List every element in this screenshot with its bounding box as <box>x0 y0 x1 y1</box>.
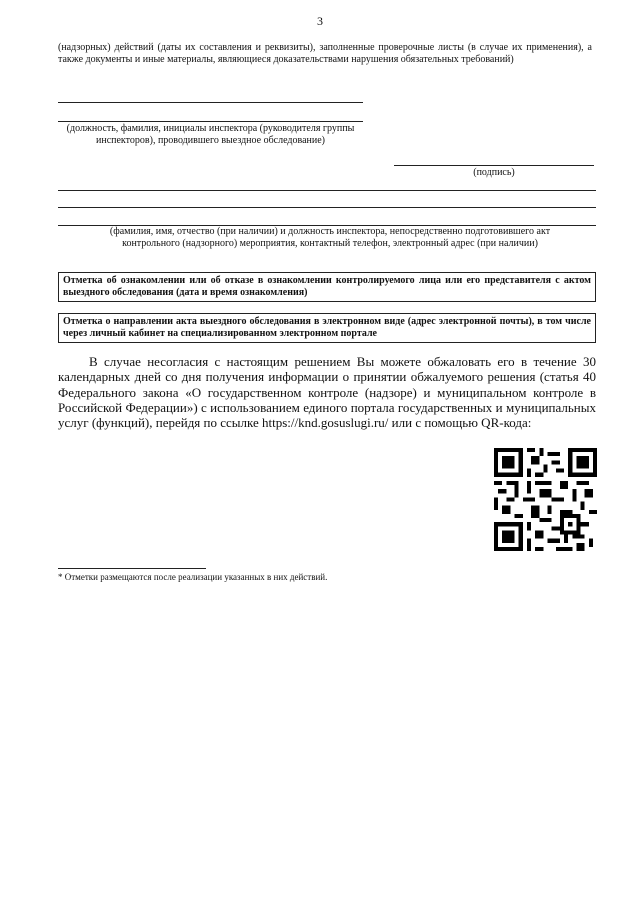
inspector-line-1 <box>58 102 363 103</box>
signature-caption: (подпись) <box>473 167 515 178</box>
footnote: * Отметки размещаются после реализации указанных в них действий. <box>58 572 328 582</box>
appeal-paragraph: В случае несогласия с настоящим решением Вы можете обжаловать его в течение 30 календарных дней со дня получения информации о принятии обжалуемого решения (статья 40 Федерального закона «О государственном контроле (надзоре) и муниципальном контроле в Российской Федерации») с использованием единого портала государственных и муниципальных услуг (функций), перейдя по ссылке https://knd.gosuslugi.ru/ или с помощью QR-кода: <box>58 354 596 431</box>
sending-box: Отметка о направлении акта выездного обследования в электронном виде (адрес электронной почты), в том числе через личный кабинет на специализированном электронном портале <box>58 313 596 343</box>
preparer-line-1 <box>58 190 596 191</box>
footnote-separator <box>58 568 206 569</box>
intro-text: (надзорных) действий (даты их составления и реквизиты), заполненные проверочные листы (в случае их применения), а также документы и иные материалы, являющиеся доказательствами нарушения обязательных требований) <box>58 42 592 65</box>
inspector-caption: (должность, фамилия, инициалы инспектора (руководителя группы инспекторов), проводившего выездное обследование) <box>66 123 355 146</box>
preparer-caption: (фамилия, имя, отчество (при наличии) и должность инспектора, непосредственно подготовившего акт контрольного (надзорного) мероприятия, контактный телефон, электронный адрес (при наличии) <box>109 226 551 249</box>
page-number: 3 <box>317 14 323 28</box>
signature-line <box>394 165 594 166</box>
preparer-line-2 <box>58 207 596 208</box>
acknowledgement-box: Отметка об ознакомлении или об отказе в ознакомлении контролируемого лица или его представителя с актом выездного обследования (дата и время ознакомления) <box>58 272 596 302</box>
qr-code-icon[interactable] <box>494 448 597 551</box>
inspector-line-2 <box>58 121 363 122</box>
